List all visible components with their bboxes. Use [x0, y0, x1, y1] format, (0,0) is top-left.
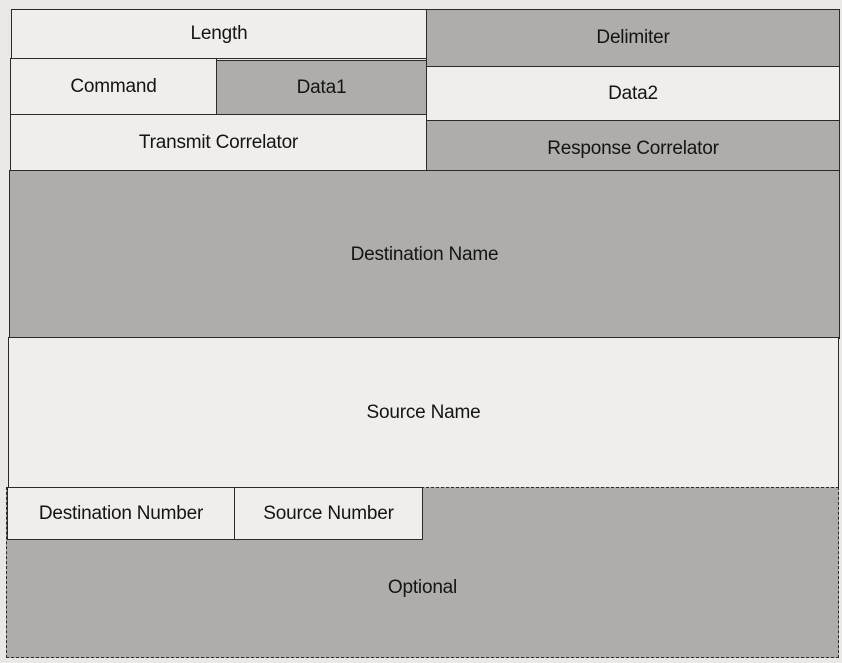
field-delimiter [426, 9, 840, 67]
field-data1-label: Data1 [296, 77, 347, 98]
field-data2-label: Data2 [608, 82, 658, 104]
field-response-correlator-label: Response Correlator [547, 138, 719, 159]
field-data2 [426, 66, 840, 121]
field-data1 [216, 60, 427, 116]
field-source-number [234, 487, 423, 540]
field-transmit-correlator [10, 114, 427, 172]
field-transmit-correlator-label: Transmit Correlator [138, 132, 299, 153]
field-delimiter-label: Delimiter [596, 27, 670, 48]
field-length [11, 9, 427, 59]
field-source-name-label: Source Name [366, 402, 481, 423]
field-destination-number [7, 487, 235, 540]
field-optional-label: Optional [387, 576, 458, 598]
field-length-label: Length [190, 23, 248, 44]
field-destination-number-label: Destination Number [38, 502, 204, 524]
field-source-name [8, 337, 839, 489]
field-destination-name-label: Destination Name [350, 243, 499, 265]
field-command [10, 58, 217, 115]
field-source-number-label: Source Number [263, 502, 394, 524]
field-command-label: Command [70, 75, 157, 97]
field-destination-name [9, 170, 840, 339]
